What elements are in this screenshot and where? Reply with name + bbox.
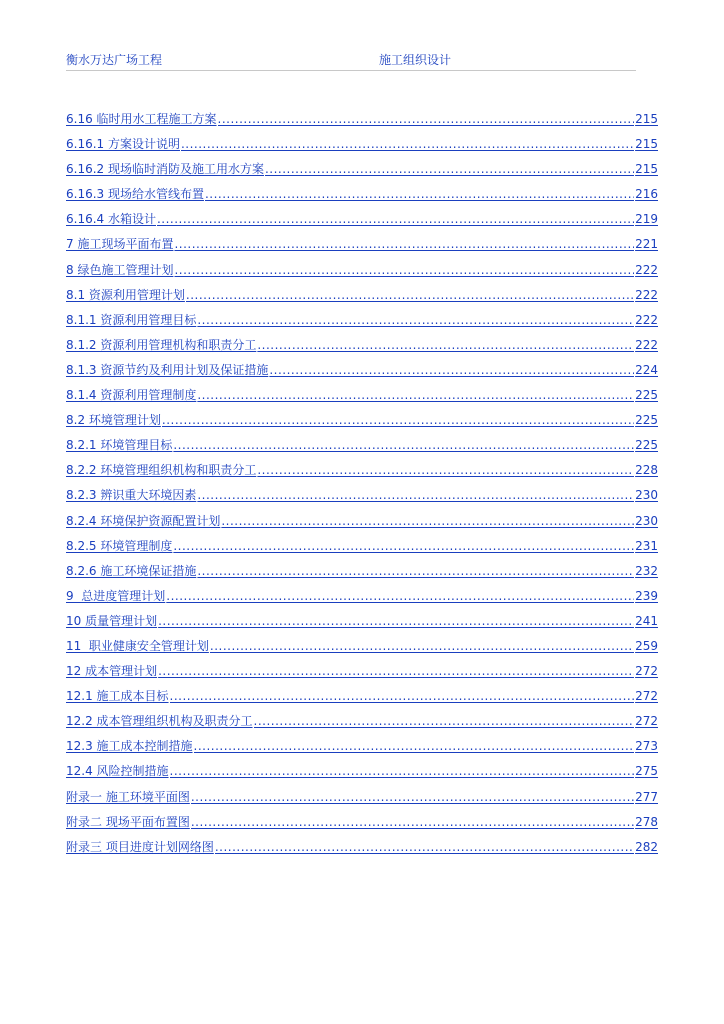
toc-entry-title: 8.2.4 环境保护资源配置计划	[66, 513, 221, 528]
toc-entry[interactable]	[66, 412, 658, 437]
toc-entry-title: 7 施工现场平面布置	[66, 237, 174, 252]
toc-entry-page-number: 230	[635, 488, 658, 503]
toc-entry[interactable]	[66, 387, 658, 412]
toc-entry[interactable]	[66, 814, 658, 839]
toc-entry-title: 8.1.4 资源利用管理制度	[66, 388, 197, 403]
toc-entry[interactable]	[66, 462, 658, 487]
toc-dot-leader	[254, 713, 635, 730]
toc-entry[interactable]	[66, 312, 658, 337]
toc-entry-title: 12.4 风险控制措施	[66, 764, 169, 779]
toc-entry[interactable]	[66, 763, 658, 788]
page-header	[66, 53, 636, 71]
toc-dot-leader	[174, 236, 634, 253]
toc-entry-page-number: 215	[635, 112, 658, 126]
toc-dot-leader	[174, 262, 634, 279]
toc-entry[interactable]	[66, 487, 658, 512]
toc-dot-leader	[173, 437, 634, 454]
toc-entry-title: 11 职业健康安全管理计划	[66, 638, 209, 653]
toc-entry[interactable]	[66, 186, 658, 211]
toc-dot-leader	[221, 513, 634, 530]
toc-entry-title: 8.2.6 施工环境保证措施	[66, 563, 197, 578]
toc-entry-page-number: 272	[635, 714, 658, 729]
toc-entry[interactable]	[66, 161, 658, 186]
toc-entry-title: 8.1.3 资源节约及利用计划及保证措施	[66, 362, 269, 377]
toc-entry[interactable]	[66, 638, 658, 663]
toc-dot-leader	[158, 663, 634, 680]
toc-entry-title: 8.2.2 环境管理组织机构和职责分工	[66, 463, 257, 478]
toc-entry[interactable]	[66, 111, 658, 136]
toc-entry-title: 12.1 施工成本目标	[66, 689, 169, 704]
toc-entry-page-number: 225	[635, 413, 658, 428]
toc-entry-page-number: 215	[635, 162, 658, 177]
toc-entry[interactable]	[66, 136, 658, 161]
toc-entry-page-number: 230	[635, 513, 658, 528]
toc-entry-title: 8.1 资源利用管理计划	[66, 287, 185, 302]
toc-entry-title: 8 绿色施工管理计划	[66, 262, 174, 277]
toc-entry-page-number: 259	[635, 638, 658, 653]
toc-entry-page-number: 278	[635, 814, 658, 829]
toc-entry-page-number: 222	[635, 312, 658, 327]
toc-entry[interactable]	[66, 789, 658, 814]
toc-dot-leader	[194, 738, 635, 755]
toc-dot-leader	[197, 563, 634, 580]
toc-dot-leader	[186, 287, 634, 304]
toc-entry-title: 8.1.2 资源利用管理机构和职责分工	[66, 337, 257, 352]
toc-entry-title: 附录三 项目进度计划网络图	[66, 839, 214, 854]
toc-dot-leader	[205, 186, 634, 203]
toc-entry[interactable]	[66, 663, 658, 688]
toc-entry[interactable]	[66, 613, 658, 638]
toc-entry-page-number: 241	[635, 613, 658, 628]
toc-dot-leader	[158, 613, 634, 630]
toc-entry[interactable]	[66, 538, 658, 563]
toc-dot-leader	[210, 638, 634, 655]
toc-entry-title: 9 总进度管理计划	[66, 588, 166, 603]
toc-entry-page-number: 215	[635, 137, 658, 152]
toc-dot-leader	[197, 387, 634, 404]
toc-entry-page-number: 221	[635, 237, 658, 252]
toc-entry-page-number: 222	[635, 287, 658, 302]
toc-entry-title: 6.16.1 方案设计说明	[66, 137, 180, 152]
toc-entry-page-number: 277	[635, 789, 658, 804]
toc-entry[interactable]	[66, 839, 658, 864]
toc-dot-leader	[162, 412, 634, 429]
toc-entry-page-number: 232	[635, 563, 658, 578]
toc-dot-leader	[191, 814, 634, 831]
toc-dot-leader	[157, 211, 634, 228]
toc-dot-leader	[181, 136, 634, 153]
toc-entry-title: 12 成本管理计划	[66, 664, 158, 679]
toc-entry-page-number: 231	[635, 538, 658, 553]
toc-entry-title: 6.16.2 现场临时消防及施工用水方案	[66, 162, 264, 177]
table-of-contents	[66, 111, 658, 864]
toc-dot-leader	[170, 763, 635, 780]
toc-dot-leader	[218, 111, 635, 128]
toc-entry-page-number: 275	[635, 764, 658, 779]
toc-dot-leader	[173, 538, 634, 555]
toc-entry[interactable]	[66, 211, 658, 236]
toc-entry[interactable]	[66, 513, 658, 538]
toc-entry[interactable]	[66, 262, 658, 287]
document-title: 施工组织设计	[379, 53, 452, 67]
toc-entry-page-number: 219	[635, 212, 658, 227]
toc-entry[interactable]	[66, 236, 658, 261]
toc-entry-page-number: 225	[635, 388, 658, 403]
toc-entry[interactable]	[66, 287, 658, 312]
toc-dot-leader	[170, 688, 635, 705]
toc-dot-leader	[257, 462, 634, 479]
toc-entry-title: 12.3 施工成本控制措施	[66, 739, 193, 754]
toc-entry[interactable]	[66, 688, 658, 713]
project-name: 衡水万达广场工程	[66, 53, 163, 67]
toc-dot-leader	[197, 487, 634, 504]
toc-entry-title: 6.16.3 现场给水管线布置	[66, 187, 204, 202]
toc-entry-page-number: 225	[635, 438, 658, 453]
toc-dot-leader	[215, 839, 634, 856]
toc-entry-title: 附录二 现场平面布置图	[66, 814, 190, 829]
toc-dot-leader	[191, 789, 634, 806]
toc-entry-page-number: 239	[635, 588, 658, 603]
toc-entry-title: 8.2.1 环境管理目标	[66, 438, 173, 453]
toc-entry-title: 6.16 临时用水工程施工方案	[66, 112, 217, 126]
toc-entry[interactable]	[66, 437, 658, 462]
toc-entry-page-number: 273	[635, 739, 658, 754]
toc-dot-leader	[269, 362, 634, 379]
toc-entry[interactable]	[66, 362, 658, 387]
toc-entry-title: 附录一 施工环境平面图	[66, 789, 190, 804]
toc-entry-page-number: 272	[635, 664, 658, 679]
toc-entry-page-number: 216	[635, 187, 658, 202]
toc-entry[interactable]	[66, 738, 658, 763]
toc-entry-title: 10 质量管理计划	[66, 613, 158, 628]
toc-entry[interactable]	[66, 563, 658, 588]
toc-dot-leader	[166, 588, 634, 605]
toc-entry[interactable]	[66, 588, 658, 613]
toc-entry-page-number: 228	[635, 463, 658, 478]
toc-entry-title: 12.2 成本管理组织机构及职责分工	[66, 714, 253, 729]
toc-entry[interactable]	[66, 713, 658, 738]
toc-entry-title: 8.2 环境管理计划	[66, 413, 161, 428]
toc-entry-title: 8.2.5 环境管理制度	[66, 538, 173, 553]
toc-dot-leader	[257, 337, 634, 354]
toc-dot-leader	[197, 312, 634, 329]
toc-entry-title: 8.1.1 资源利用管理目标	[66, 312, 197, 327]
toc-entry-page-number: 272	[635, 689, 658, 704]
toc-dot-leader	[265, 161, 634, 178]
toc-entry-page-number: 222	[635, 262, 658, 277]
toc-entry-title: 6.16.4 水箱设计	[66, 212, 156, 227]
toc-entry-page-number: 224	[635, 362, 658, 377]
toc-entry[interactable]	[66, 337, 658, 362]
toc-entry-page-number: 282	[635, 839, 658, 854]
toc-entry-page-number: 222	[635, 337, 658, 352]
toc-entry-title: 8.2.3 辨识重大环境因素	[66, 488, 197, 503]
